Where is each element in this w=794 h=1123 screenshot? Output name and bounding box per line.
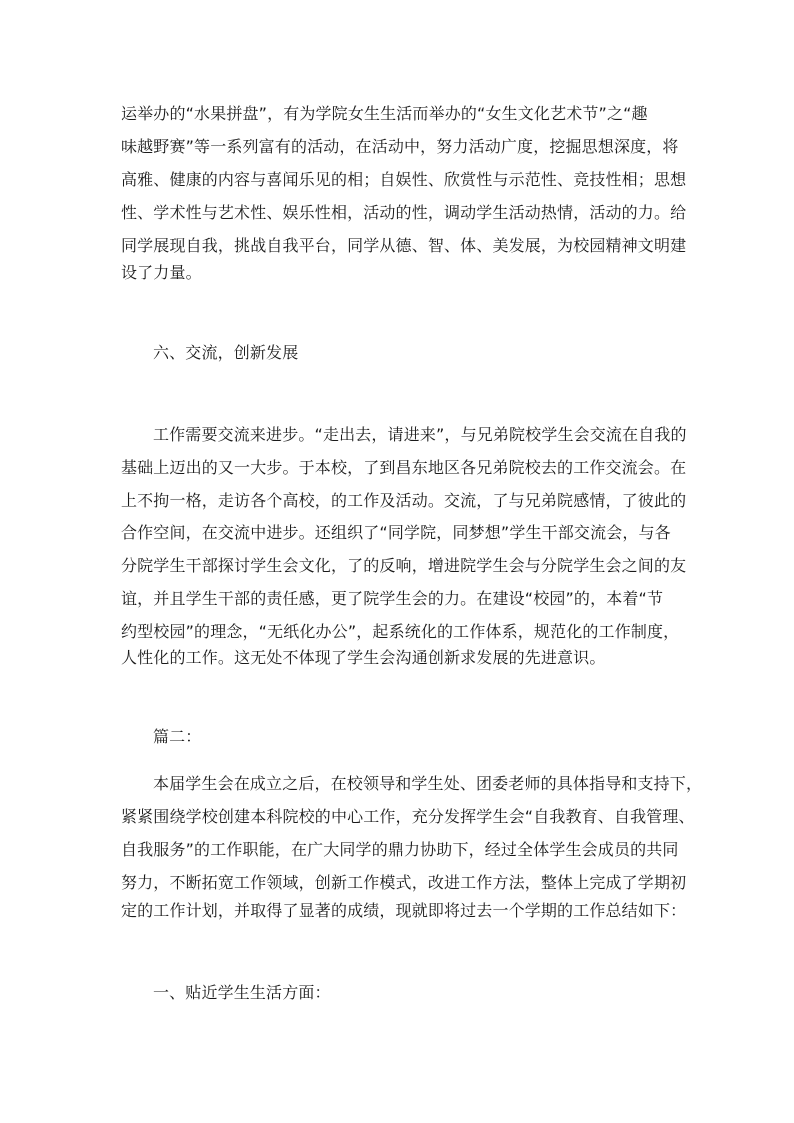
section-heading: 一、贴近学生生活方面： [153, 983, 331, 1002]
paragraph-line: 人性化的工作。这无处不体现了学生会沟通创新求发展的先进意识。 [121, 648, 606, 667]
paragraph-line: 运举办的“水果拼盘”，有为学院女生生活而举办的“女生文化艺术节”之“趣 [121, 104, 648, 123]
paragraph-line: 约型校园”的理念，“无纸化办公”，起系统化的工作体系，规范化的工作制度， [121, 622, 680, 641]
paragraph-line: 高雅、健康的内容与喜闻乐见的相；自娱性、欣赏性与示范性、竞技性相；思想 [121, 170, 687, 189]
paragraph-line: 设了力量。 [121, 263, 202, 282]
paragraph-line: 分院学生干部探讨学生会文化，了的反响，增进院学生会与分院学生会之间的友 [121, 556, 687, 575]
paragraph-line: 本届学生会在成立之后，在校领导和学生处、团委老师的具体指导和支持下， [153, 774, 703, 793]
paragraph-line: 紧紧围绕学校创建本科院校的中心工作，充分发挥学生会“自我教育、自我管理、 [121, 807, 695, 826]
paragraph-line: 努力，不断拓宽工作领域，创新工作模式，改进工作方法，整体上完成了学期初 [121, 873, 687, 892]
paragraph-line: 同学展现自我，挑战自我平台，同学从德、智、体、美发展，为校园精神文明建 [121, 236, 687, 255]
paragraph-line: 工作需要交流来进步。“走出去，请进来”，与兄弟院校学生会交流在自我的 [153, 425, 687, 444]
paragraph-line: 味越野赛”等一系列富有的活动，在活动中，努力活动广度，挖掘思想深度，将 [121, 137, 679, 156]
paragraph-line: 上不拘一格，走访各个高校，的工作及活动。交流，了与兄弟院感情，了彼此的 [121, 491, 687, 510]
paragraph-line: 性、学术性与艺术性、娱乐性相，活动的性，调动学生活动热情，活动的力。给 [121, 203, 687, 222]
paragraph-line: 自我服务”的工作职能，在广大同学的鼎力协助下，经过全体学生会成员的共同 [121, 840, 679, 859]
paragraph-line: 定的工作计划，并取得了显著的成绩，现就即将过去一个学期的工作总结如下： [121, 901, 687, 920]
section-heading: 六、交流，创新发展 [153, 343, 299, 362]
paragraph-line: 基础上迈出的又一大步。于本校，了到昌东地区各兄弟院校去的工作交流会。在 [121, 458, 687, 477]
part-heading: 篇二： [153, 727, 202, 746]
paragraph-line: 谊，并且学生干部的责任感，更了院学生会的力。在建设“校园”的，本着“节 [121, 589, 664, 608]
paragraph-line: 合作空间，在交流中进步。还组织了“同学院，同梦想”学生干部交流会，与各 [121, 523, 671, 542]
